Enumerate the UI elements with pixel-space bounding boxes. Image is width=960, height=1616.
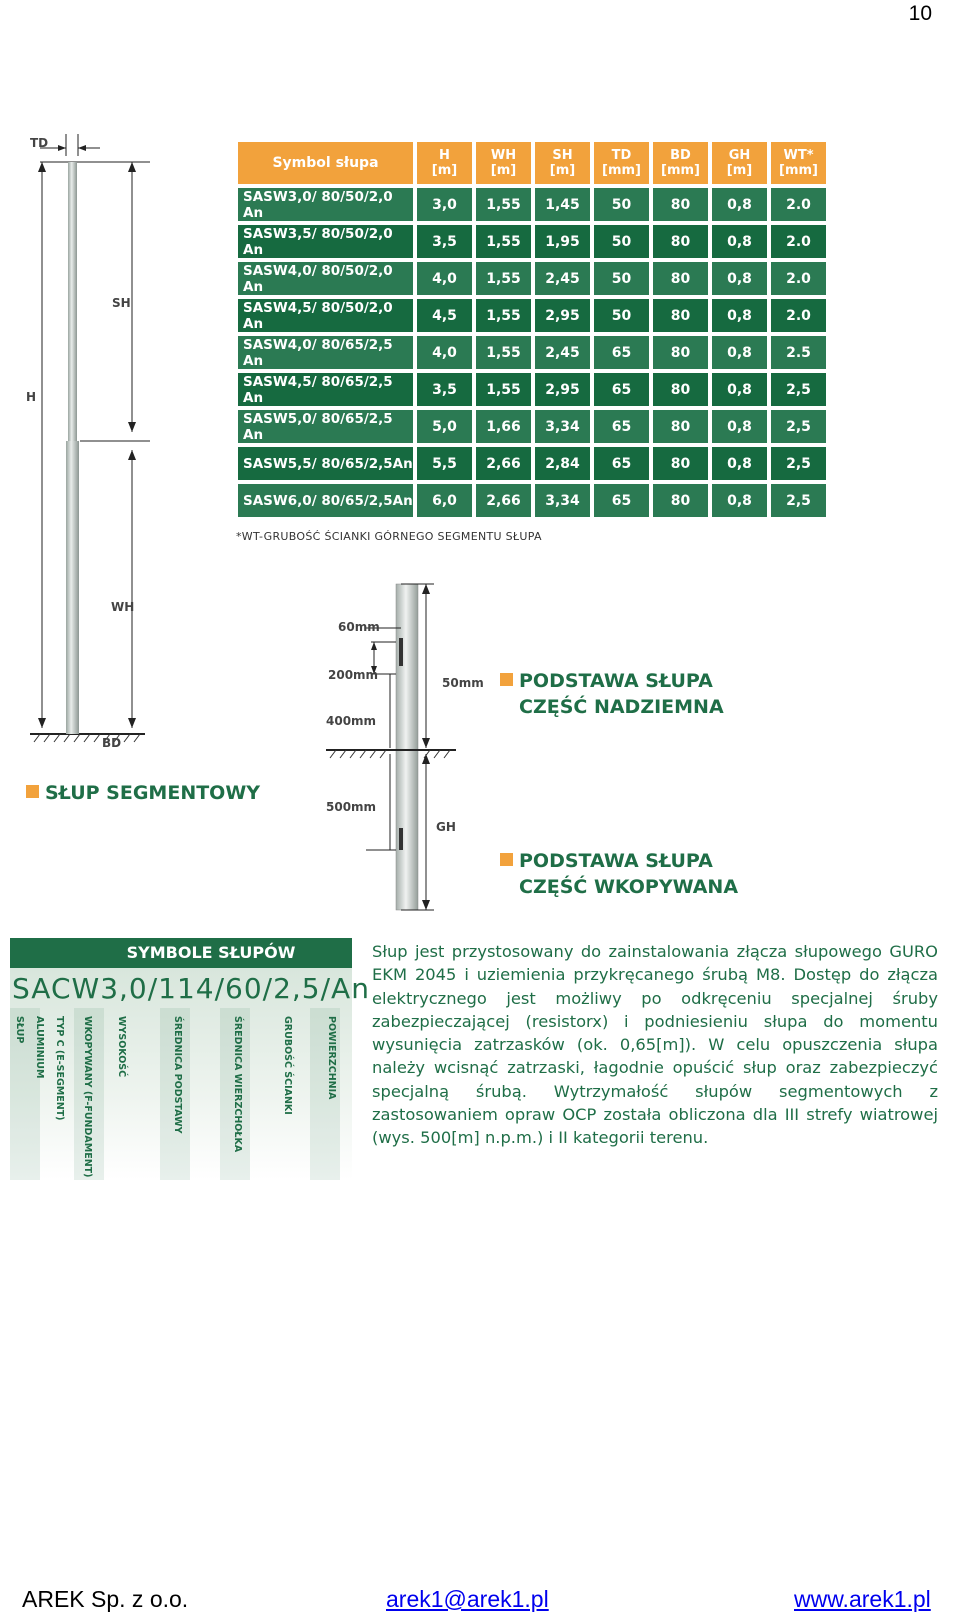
- table-cell: 2,66: [476, 484, 531, 517]
- table-cell: 0,8: [712, 225, 767, 258]
- table-cell: 4,0: [417, 262, 472, 295]
- table-cell: 65: [594, 373, 649, 406]
- table-cell: 0,8: [712, 336, 767, 369]
- table-cell: 80: [653, 299, 708, 332]
- pole-symbol-cell: SASW3,5/ 80/50/2,0 An: [238, 225, 413, 258]
- table-cell: 4,5: [417, 299, 472, 332]
- table-cell: 1,45: [535, 188, 590, 221]
- table-cell: 1,55: [476, 373, 531, 406]
- website-link[interactable]: www.arek1.pl: [794, 1586, 931, 1612]
- table-cell: 5,0: [417, 410, 472, 443]
- table-cell: 1,66: [476, 410, 531, 443]
- footer-email[interactable]: [386, 1586, 549, 1613]
- wh-label: WH: [111, 600, 135, 614]
- table-header-cell: BD [mm]: [653, 142, 708, 184]
- symbol-column: WYSOKOŚĆ: [116, 1016, 127, 1078]
- footer-website[interactable]: [794, 1586, 931, 1613]
- orange-square-icon: [500, 673, 513, 686]
- table-footnote: *WT-GRUBOŚĆ ŚCIANKI GÓRNEGO SEGMENTU SŁUPA: [236, 530, 542, 543]
- dim-500mm-label: 500mm: [326, 800, 377, 814]
- pole-symbol-cell: SASW4,5/ 80/65/2,5 An: [238, 373, 413, 406]
- table-cell: 2,5: [771, 447, 826, 480]
- pole-symbol-cell: SASW3,0/ 80/50/2,0 An: [238, 188, 413, 221]
- table-cell: 1,95: [535, 225, 590, 258]
- table-cell: 2,5: [771, 484, 826, 517]
- table-cell: 0,8: [712, 447, 767, 480]
- symbol-column: GRUBOŚĆ ŚCIANKI: [282, 1016, 293, 1115]
- table-cell: 80: [653, 262, 708, 295]
- table-cell: 3,34: [535, 484, 590, 517]
- table-cell: 3,5: [417, 225, 472, 258]
- td-label: TD: [30, 136, 49, 150]
- footer-company: AREK Sp. z o.o.: [22, 1586, 189, 1612]
- symbol-column: ALUMINIUM: [34, 1016, 45, 1079]
- table-cell: 5,5: [417, 447, 472, 480]
- table-cell: 2,5: [771, 373, 826, 406]
- table-cell: 0,8: [712, 262, 767, 295]
- table-cell: 1,55: [476, 299, 531, 332]
- table-cell: 50: [594, 225, 649, 258]
- table-cell: 2,45: [535, 262, 590, 295]
- table-header-cell: TD [mm]: [594, 142, 649, 184]
- table-cell: 80: [653, 410, 708, 443]
- table-cell: 65: [594, 336, 649, 369]
- table-cell: 1,55: [476, 225, 531, 258]
- pole-symbol-cell: SASW5,5/ 80/65/2,5An: [238, 447, 413, 480]
- description-paragraph: Słup jest przystosowany do zainstalowania złącza słupowego GURO EKM 2045 i uziemienia przykręcanego śrubą M8. Dostęp do złącza elektrycznego jest możliwy po odkręceniu specjalnej śruby zabezpieczającej (resistorx) i podniesieniu słupa do momentu wysunięcia zatrzasków (ok. 0,65[m]). W celu opuszczenia słupa należy wcisnąć zatrzaski, łagodnie opuścić słup oraz zabezpieczyć specjalną śrubą. Wytrzymałość słupów segmentowych z zastosowaniem opraw OCP została obliczona dla III strefy wiatrowej (wys. 500[m] n.p.m.) i II kategorii terenu.: [372, 942, 938, 1148]
- table-header-cell: WH [m]: [476, 142, 531, 184]
- pole-symbol-cell: SASW5,0/ 80/65/2,5 An: [238, 410, 413, 443]
- dim-200mm-label: 200mm: [328, 668, 379, 682]
- symbols-header: SYMBOLE SŁUPÓW: [10, 938, 352, 968]
- symbol-column: POWIERZCHNIA: [326, 1016, 337, 1100]
- symbols-body: [10, 968, 370, 1180]
- base-above-ground-title: PODSTAWA SŁUPA CZĘŚĆ NADZIEMNA: [500, 668, 724, 720]
- table-body: [238, 188, 826, 517]
- pole-symbol-cell: SASW4,5/ 80/50/2,0 An: [238, 299, 413, 332]
- table-cell: 50: [594, 262, 649, 295]
- table-row: [238, 225, 826, 258]
- table-cell: 1,55: [476, 336, 531, 369]
- pole-symbol-cell: SASW6,0/ 80/65/2,5An: [238, 484, 413, 517]
- table-cell: 0,8: [712, 410, 767, 443]
- symbol-column: ŚREDNICA WIERZCHOŁKA: [232, 1016, 243, 1153]
- table-header-cell: Symbol słupa: [238, 142, 413, 184]
- table-header-cell: SH [m]: [535, 142, 590, 184]
- segmented-pole-diagram: [20, 130, 170, 770]
- table-cell: 2,5: [771, 410, 826, 443]
- table-cell: 2,66: [476, 447, 531, 480]
- symbol-column: ŚREDNICA PODSTAWY: [172, 1016, 183, 1134]
- pole-spec-table: [234, 138, 830, 521]
- table-cell: 0,8: [712, 188, 767, 221]
- symbol-column: WKOPYWANY (F-FUNDAMENT): [82, 1016, 93, 1178]
- symbol-column: SŁUP: [14, 1016, 25, 1044]
- page-number: 10: [908, 2, 932, 25]
- table-header-cell: H [m]: [417, 142, 472, 184]
- table-cell: 50: [594, 188, 649, 221]
- dim-50mm-label: 50mm: [442, 676, 484, 690]
- table-cell: 4,0: [417, 336, 472, 369]
- symbol-code: SACW3,0/114/60/2,5/An: [12, 972, 370, 1005]
- table-cell: 1,55: [476, 262, 531, 295]
- table-cell: 0,8: [712, 299, 767, 332]
- table-cell: 3,0: [417, 188, 472, 221]
- orange-square-icon: [26, 785, 39, 798]
- table-row: [238, 336, 826, 369]
- table-cell: 80: [653, 188, 708, 221]
- table-cell: 0,8: [712, 484, 767, 517]
- pole-symbol-cell: SASW4,0/ 80/65/2,5 An: [238, 336, 413, 369]
- table-cell: 2.0: [771, 299, 826, 332]
- pole-symbol-cell: SASW4,0/ 80/50/2,0 An: [238, 262, 413, 295]
- table-row: [238, 299, 826, 332]
- table-cell: 2,95: [535, 373, 590, 406]
- table-row: [238, 373, 826, 406]
- table-header-cell: WT* [mm]: [771, 142, 826, 184]
- table-row: [238, 447, 826, 480]
- table-cell: 2.0: [771, 188, 826, 221]
- table-cell: 80: [653, 447, 708, 480]
- sh-label: SH: [112, 296, 131, 310]
- bd-label: BD: [102, 736, 122, 750]
- gh-label: GH: [436, 820, 456, 834]
- segmented-pole-title: SŁUP SEGMENTOWY: [26, 780, 260, 806]
- table-row: [238, 410, 826, 443]
- table-cell: 65: [594, 447, 649, 480]
- table-cell: 2.0: [771, 262, 826, 295]
- table-cell: 2,84: [535, 447, 590, 480]
- base-buried-title: PODSTAWA SŁUPA CZĘŚĆ WKOPYWANA: [500, 848, 738, 900]
- pole-symbols-panel: [10, 938, 370, 1180]
- table-cell: 65: [594, 410, 649, 443]
- table-cell: 2.5: [771, 336, 826, 369]
- h-label: H: [26, 390, 37, 404]
- table-header-cell: GH [m]: [712, 142, 767, 184]
- symbol-column: TYP C (E-SEGMENT): [54, 1016, 65, 1121]
- table-row: [238, 484, 826, 517]
- table-row: [238, 188, 826, 221]
- table-cell: 2,95: [535, 299, 590, 332]
- table-cell: 2,45: [535, 336, 590, 369]
- table-cell: 2.0: [771, 225, 826, 258]
- table-cell: 6,0: [417, 484, 472, 517]
- dim-400mm-label: 400mm: [326, 714, 377, 728]
- table-cell: 50: [594, 299, 649, 332]
- table-cell: 0,8: [712, 373, 767, 406]
- table-cell: 1,55: [476, 188, 531, 221]
- table-cell: 3,5: [417, 373, 472, 406]
- table-cell: 80: [653, 484, 708, 517]
- table-cell: 80: [653, 336, 708, 369]
- table-cell: 65: [594, 484, 649, 517]
- table-header-row: [238, 142, 826, 184]
- dim-60mm-label: 60mm: [338, 620, 380, 634]
- orange-square-icon: [500, 853, 513, 866]
- table-cell: 80: [653, 225, 708, 258]
- table-cell: 80: [653, 373, 708, 406]
- table-row: [238, 262, 826, 295]
- table-cell: 3,34: [535, 410, 590, 443]
- email-link[interactable]: arek1@arek1.pl: [386, 1586, 549, 1612]
